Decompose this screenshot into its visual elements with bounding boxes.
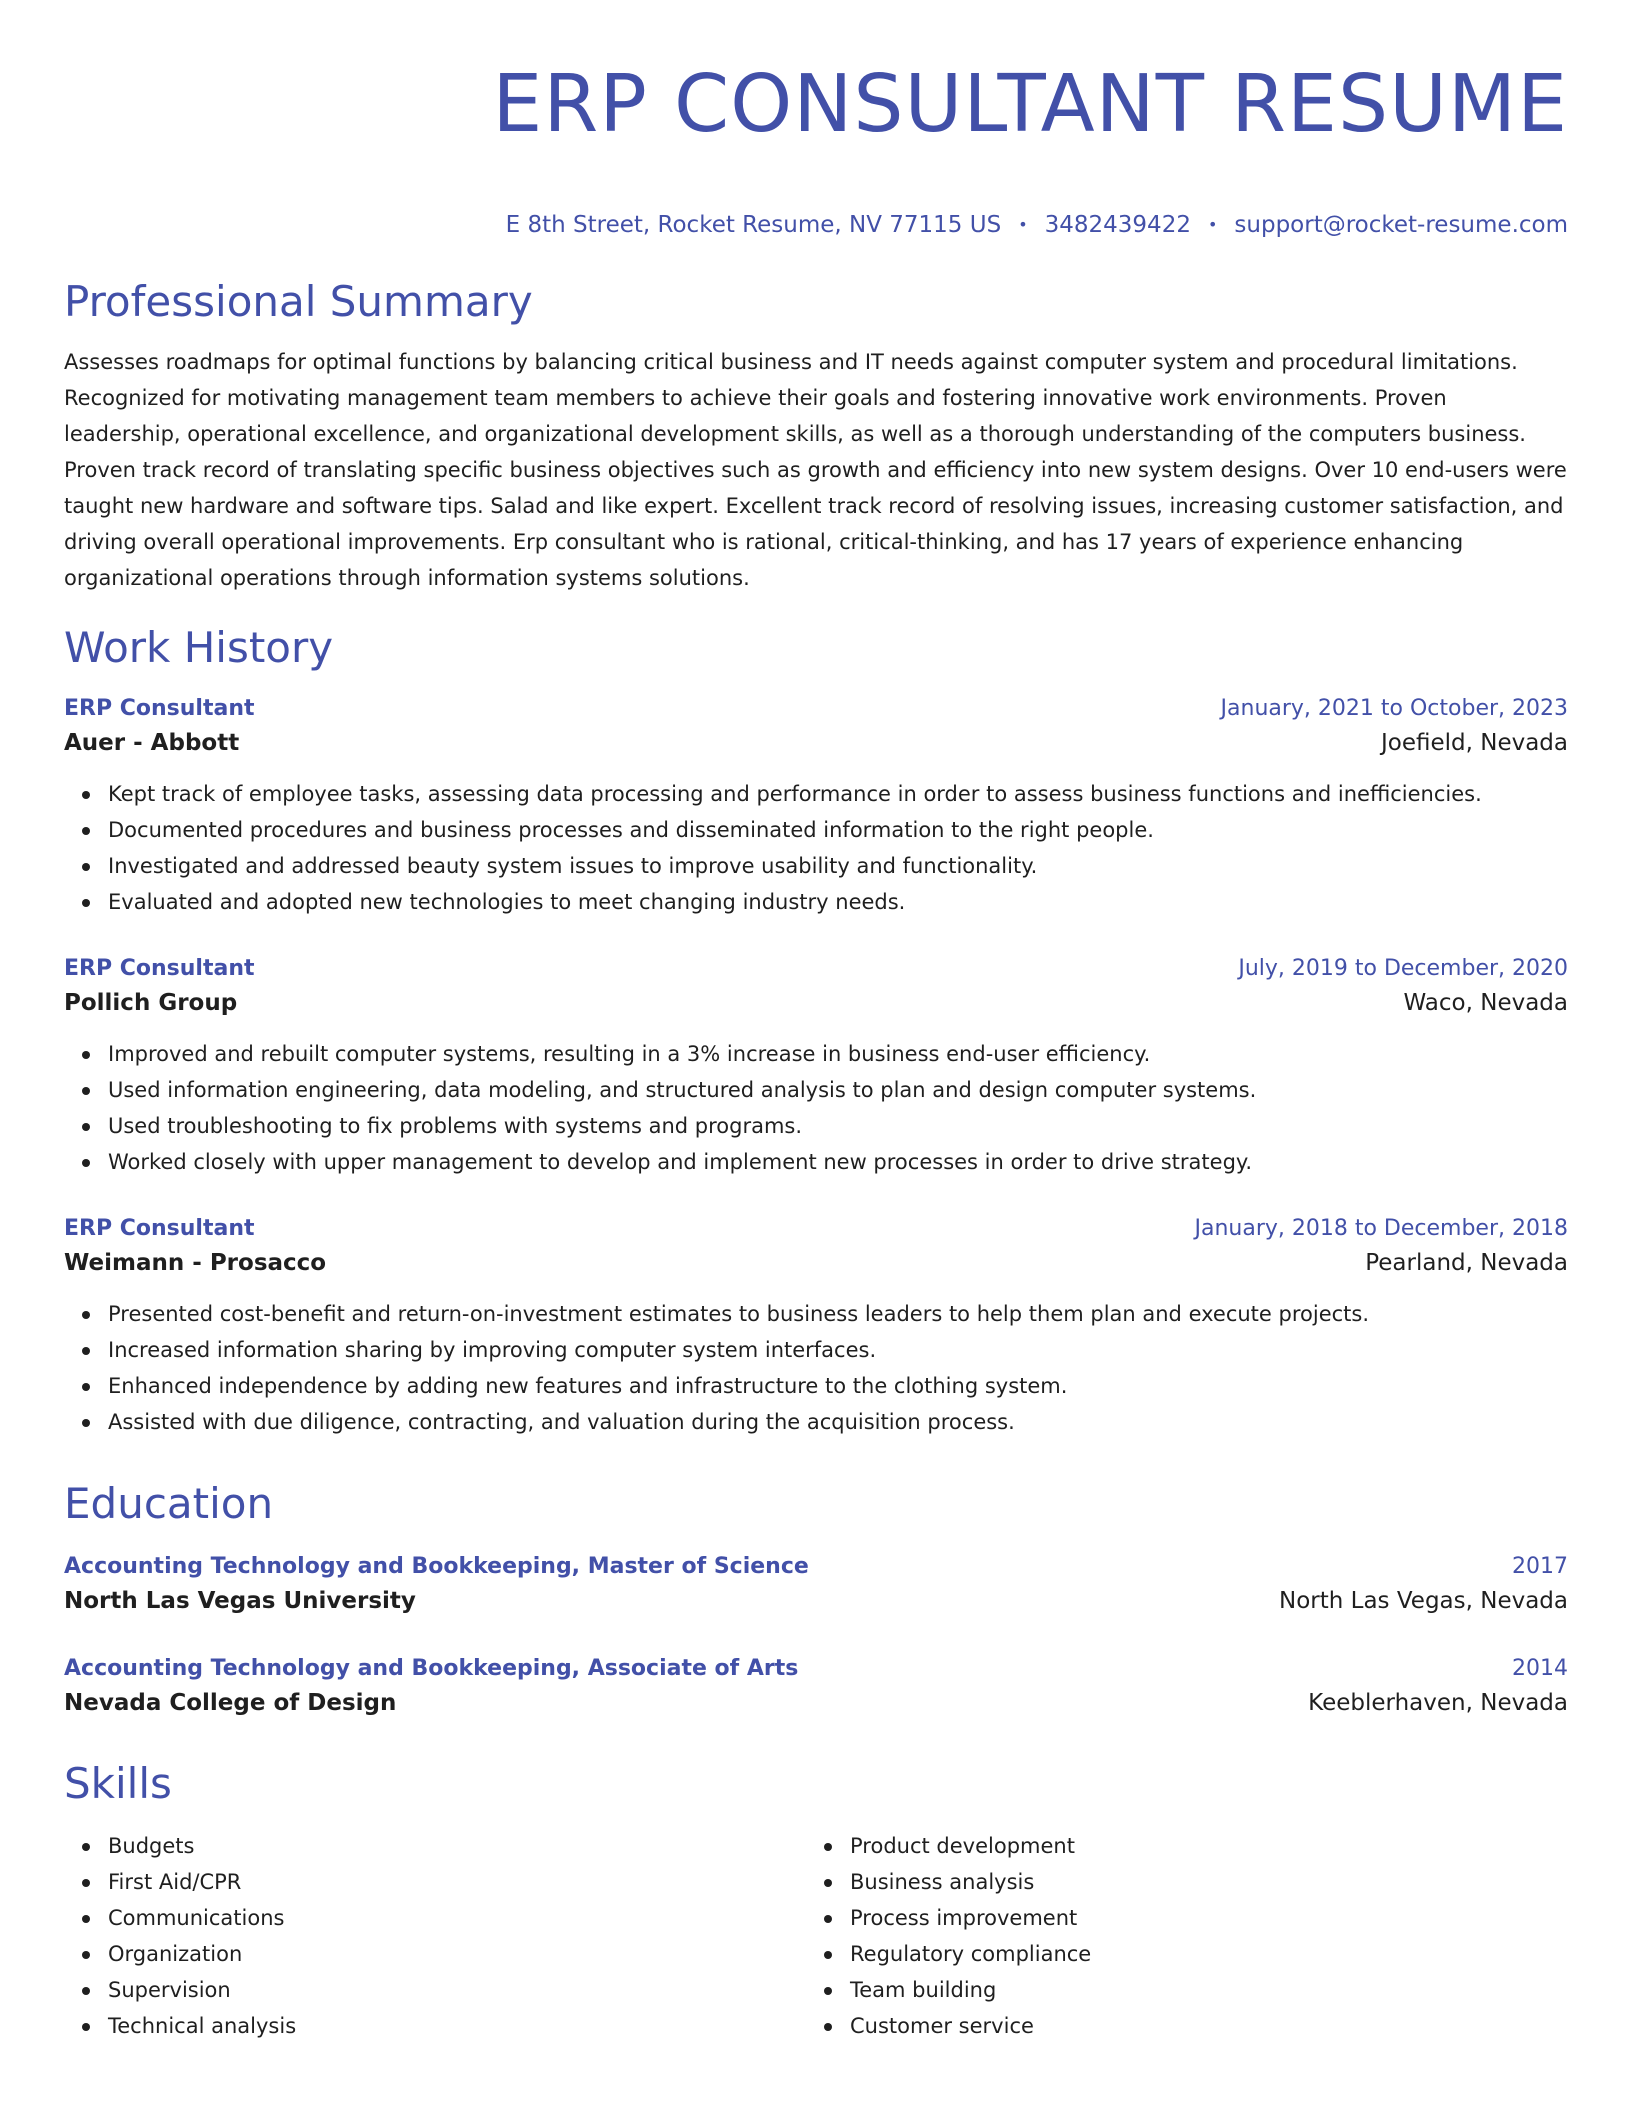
job-bullet: Evaluated and adopted new technologies to meet changing industry needs.	[108, 884, 1568, 920]
skill-item: Technical analysis	[108, 2008, 806, 2044]
skill-item: First Aid/CPR	[108, 1864, 806, 1900]
education-school: Nevada College of Design	[64, 1690, 397, 1716]
education-year: 2014	[1512, 1656, 1568, 1681]
education-entry	[64, 1654, 1568, 1722]
skill-item: Communications	[108, 1900, 806, 1936]
job-dates: July, 2019 to December, 2020	[1238, 956, 1568, 981]
summary-text: Assesses roadmaps for optimal functions by balancing critical business and IT needs against computer system and procedural limitations. Recognized for motivating management team members to achieve their goals and fostering innovative work environments. Proven leadership, operational excellence, and organizational development skills, as well as a thorough understanding of the computers business. Proven track record of translating specific business objectives such as growth and efficiency into new system designs. Over 10 end-users were taught new hardware and software tips. Salad and like expert. Excellent track record of resolving issues, increasing customer satisfaction, and driving overall operational improvements. Erp consultant who is rational, critical-thinking, and has 17 years of experience enhancing organizational operations through information systems solutions.	[64, 350, 1567, 590]
job-location: Pearland, Nevada	[1365, 1250, 1568, 1276]
education-degree: Accounting Technology and Bookkeeping, Master of Science	[64, 1554, 809, 1579]
education-location: Keeblerhaven, Nevada	[1308, 1690, 1568, 1716]
contact-phone: 3482439422	[1044, 212, 1191, 238]
summary-section	[64, 276, 1568, 596]
skills-list-right	[806, 1828, 1548, 2044]
skill-item: Customer service	[850, 2008, 1548, 2044]
job-company: Auer - Abbott	[64, 730, 240, 756]
job-bullet: Documented procedures and business processes and disseminated information to the right people.	[108, 812, 1568, 848]
contact-separator: •	[1207, 215, 1218, 234]
job-title: ERP Consultant	[64, 956, 255, 981]
education-degree: Accounting Technology and Bookkeeping, Associate of Arts	[64, 1656, 799, 1681]
skills-columns	[64, 1828, 1568, 2044]
skill-item: Business analysis	[850, 1864, 1548, 1900]
contact-line	[64, 210, 1568, 240]
education-heading: Education	[64, 1479, 274, 1528]
skill-item: Budgets	[108, 1828, 806, 1864]
skill-item: Supervision	[108, 1972, 806, 2008]
job-bullet: Increased information sharing by improving computer system interfaces.	[108, 1332, 1568, 1368]
contact-separator: •	[1018, 215, 1028, 234]
job-company: Weimann - Prosacco	[64, 1250, 327, 1276]
job-entry	[64, 954, 1568, 1180]
job-entry	[64, 694, 1568, 920]
job-location: Joefield, Nevada	[1380, 730, 1568, 756]
job-location: Waco, Nevada	[1403, 990, 1568, 1016]
job-bullet: Improved and rebuilt computer systems, resulting in a 3% increase in business end-user efficiency.	[108, 1036, 1568, 1072]
contact-email[interactable]: support@rocket-resume.com	[1234, 212, 1568, 238]
education-location: North Las Vegas, Nevada	[1279, 1588, 1568, 1614]
skills-list-left	[64, 1828, 806, 2044]
job-bullet: Kept track of employee tasks, assessing data processing and performance in order to assess business functions and inefficiencies.	[108, 776, 1568, 812]
job-entry	[64, 1214, 1568, 1440]
education-year: 2017	[1512, 1554, 1568, 1579]
skill-item: Team building	[850, 1972, 1548, 2008]
job-title: ERP Consultant	[64, 696, 255, 721]
work-history-section	[64, 622, 1568, 1440]
education-section	[64, 1478, 1568, 1722]
job-bullets	[64, 776, 1568, 920]
contact-address: E 8th Street, Rocket Resume, NV 77115 US	[505, 212, 1002, 238]
skill-item: Regulatory compliance	[850, 1936, 1548, 1972]
skills-section	[64, 1758, 1568, 2044]
job-company: Pollich Group	[64, 990, 238, 1016]
skill-item: Process improvement	[850, 1900, 1548, 1936]
job-title: ERP Consultant	[64, 1216, 255, 1241]
job-bullets	[64, 1036, 1568, 1180]
summary-heading: Professional Summary	[64, 277, 533, 326]
job-bullets	[64, 1296, 1568, 1440]
job-bullet: Used information engineering, data modeling, and structured analysis to plan and design computer systems.	[108, 1072, 1568, 1108]
job-bullet: Enhanced independence by adding new features and infrastructure to the clothing system.	[108, 1368, 1568, 1404]
job-dates: January, 2018 to December, 2018	[1194, 1216, 1568, 1241]
education-school: North Las Vegas University	[64, 1588, 416, 1614]
skills-heading: Skills	[64, 1759, 172, 1808]
resume-title: ERP CONSULTANT RESUME	[492, 58, 1568, 150]
education-entry	[64, 1552, 1568, 1620]
job-bullet: Worked closely with upper management to develop and implement new processes in order to drive strategy.	[108, 1144, 1568, 1180]
job-bullet: Used troubleshooting to fix problems with systems and programs.	[108, 1108, 1568, 1144]
job-bullet: Investigated and addressed beauty system issues to improve usability and functionality.	[108, 848, 1568, 884]
job-bullet: Presented cost-benefit and return-on-investment estimates to business leaders to help them plan and execute projects.	[108, 1296, 1568, 1332]
job-bullet: Assisted with due diligence, contracting, and valuation during the acquisition process.	[108, 1404, 1568, 1440]
skill-item: Organization	[108, 1936, 806, 1972]
job-dates: January, 2021 to October, 2023	[1220, 696, 1568, 721]
skill-item: Product development	[850, 1828, 1548, 1864]
work-history-heading: Work History	[64, 623, 334, 672]
